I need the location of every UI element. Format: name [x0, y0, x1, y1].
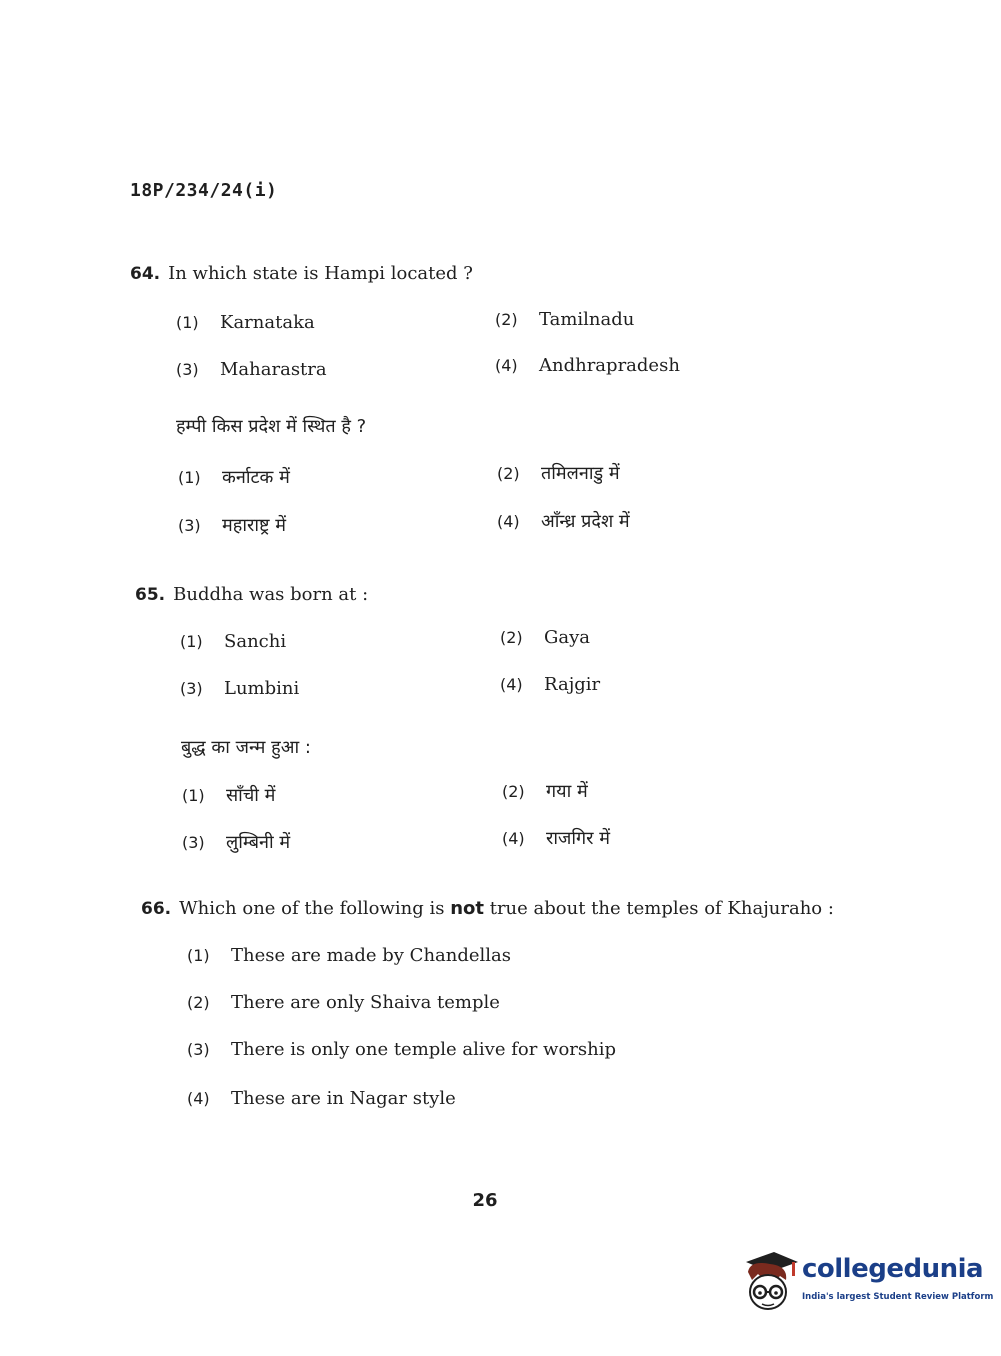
option-text: साँची में [226, 785, 276, 806]
option-number: (3) [178, 516, 201, 535]
option-text: There is only one temple alive for worship [231, 1039, 617, 1060]
option-number: (4) [495, 356, 518, 375]
option-number: (1) [180, 632, 203, 651]
option-number: (1) [178, 468, 201, 487]
option-text: Andhrapradesh [539, 355, 680, 376]
q65-hindi-option-2 [502, 779, 588, 803]
q64-hindi-option-1 [178, 465, 290, 489]
option-text: राजगिर में [546, 828, 611, 849]
option-text: गया में [546, 781, 588, 802]
collegedunia-watermark [740, 1250, 994, 1314]
option-text: Rajgir [544, 674, 601, 695]
q65-hindi-option-1 [182, 783, 275, 807]
q65-option-2 [500, 627, 590, 648]
option-number: (3) [180, 679, 203, 698]
q66-option-3 [187, 1039, 616, 1060]
q64-option-3 [176, 359, 327, 380]
q66-option-4 [187, 1088, 456, 1109]
q65-option-3 [180, 678, 299, 699]
option-number: (1) [187, 946, 210, 965]
option-number: (3) [176, 360, 199, 379]
q65-option-4 [500, 674, 600, 695]
brand-name: collegedunia [802, 1254, 984, 1284]
option-number: (4) [187, 1089, 210, 1108]
brand-tagline: India's largest Student Review Platform [802, 1292, 994, 1302]
question-text-emphasis: not [450, 898, 484, 919]
option-number: (4) [502, 829, 525, 848]
page-number: 26 [472, 1190, 498, 1211]
option-number: (3) [187, 1040, 210, 1059]
option-number: (2) [495, 310, 518, 329]
option-number: (1) [182, 786, 205, 805]
q64-hindi-stem: हम्पी किस प्रदेश में स्थित है ? [176, 416, 367, 437]
option-text: Karnataka [220, 312, 315, 333]
option-text: महाराष्ट्र में [222, 515, 287, 536]
option-number: (4) [500, 675, 523, 694]
option-text: Tamilnadu [539, 309, 635, 330]
option-number: (4) [497, 512, 520, 531]
q66-option-2 [187, 992, 500, 1013]
mascot-logo-icon [740, 1250, 800, 1314]
question-64-stem [130, 263, 473, 284]
q64-option-1 [176, 312, 315, 333]
option-text: Sanchi [224, 631, 287, 652]
option-text: कर्नाटक में [222, 467, 290, 488]
option-number: (1) [176, 313, 199, 332]
q65-hindi-option-3 [182, 830, 290, 854]
question-number: 66. [141, 899, 172, 919]
option-text: तमिलनाडु में [541, 463, 620, 484]
option-number: (2) [187, 993, 210, 1012]
question-number: 64. [130, 264, 161, 284]
option-number: (3) [182, 833, 205, 852]
question-text: Buddha was born at : [173, 584, 369, 605]
option-number: (2) [497, 464, 520, 483]
paper-code: 18P/234/24(i) [130, 180, 278, 201]
q64-hindi-option-2 [497, 461, 620, 485]
q66-option-1 [187, 945, 511, 966]
q65-option-1 [180, 631, 286, 652]
question-text: In which state is Hampi located ? [168, 263, 473, 284]
option-text: These are in Nagar style [231, 1088, 456, 1109]
option-text: लुम्बिनी में [226, 832, 291, 853]
question-66-stem [141, 898, 834, 919]
option-text: Gaya [544, 627, 591, 648]
option-text: These are made by Chandellas [231, 945, 512, 966]
q64-hindi-option-4 [497, 509, 630, 533]
q64-option-2 [495, 309, 634, 330]
q64-hindi-option-3 [178, 513, 286, 537]
q65-hindi-stem: बुद्ध का जन्म हुआ : [181, 737, 311, 758]
option-number: (2) [502, 782, 525, 801]
question-text-after: true about the temples of Khajuraho : [489, 898, 834, 919]
option-text: There are only Shaiva temple [231, 992, 500, 1013]
question-text-before: Which one of the following is [179, 898, 445, 919]
option-text: आँन्ध्र प्रदेश में [541, 511, 630, 532]
q64-option-4 [495, 355, 680, 376]
option-number: (2) [500, 628, 523, 647]
option-text: Lumbini [224, 678, 300, 699]
q65-hindi-option-4 [502, 826, 610, 850]
option-text: Maharastra [220, 359, 327, 380]
question-65-stem [135, 584, 368, 605]
question-number: 65. [135, 585, 166, 605]
